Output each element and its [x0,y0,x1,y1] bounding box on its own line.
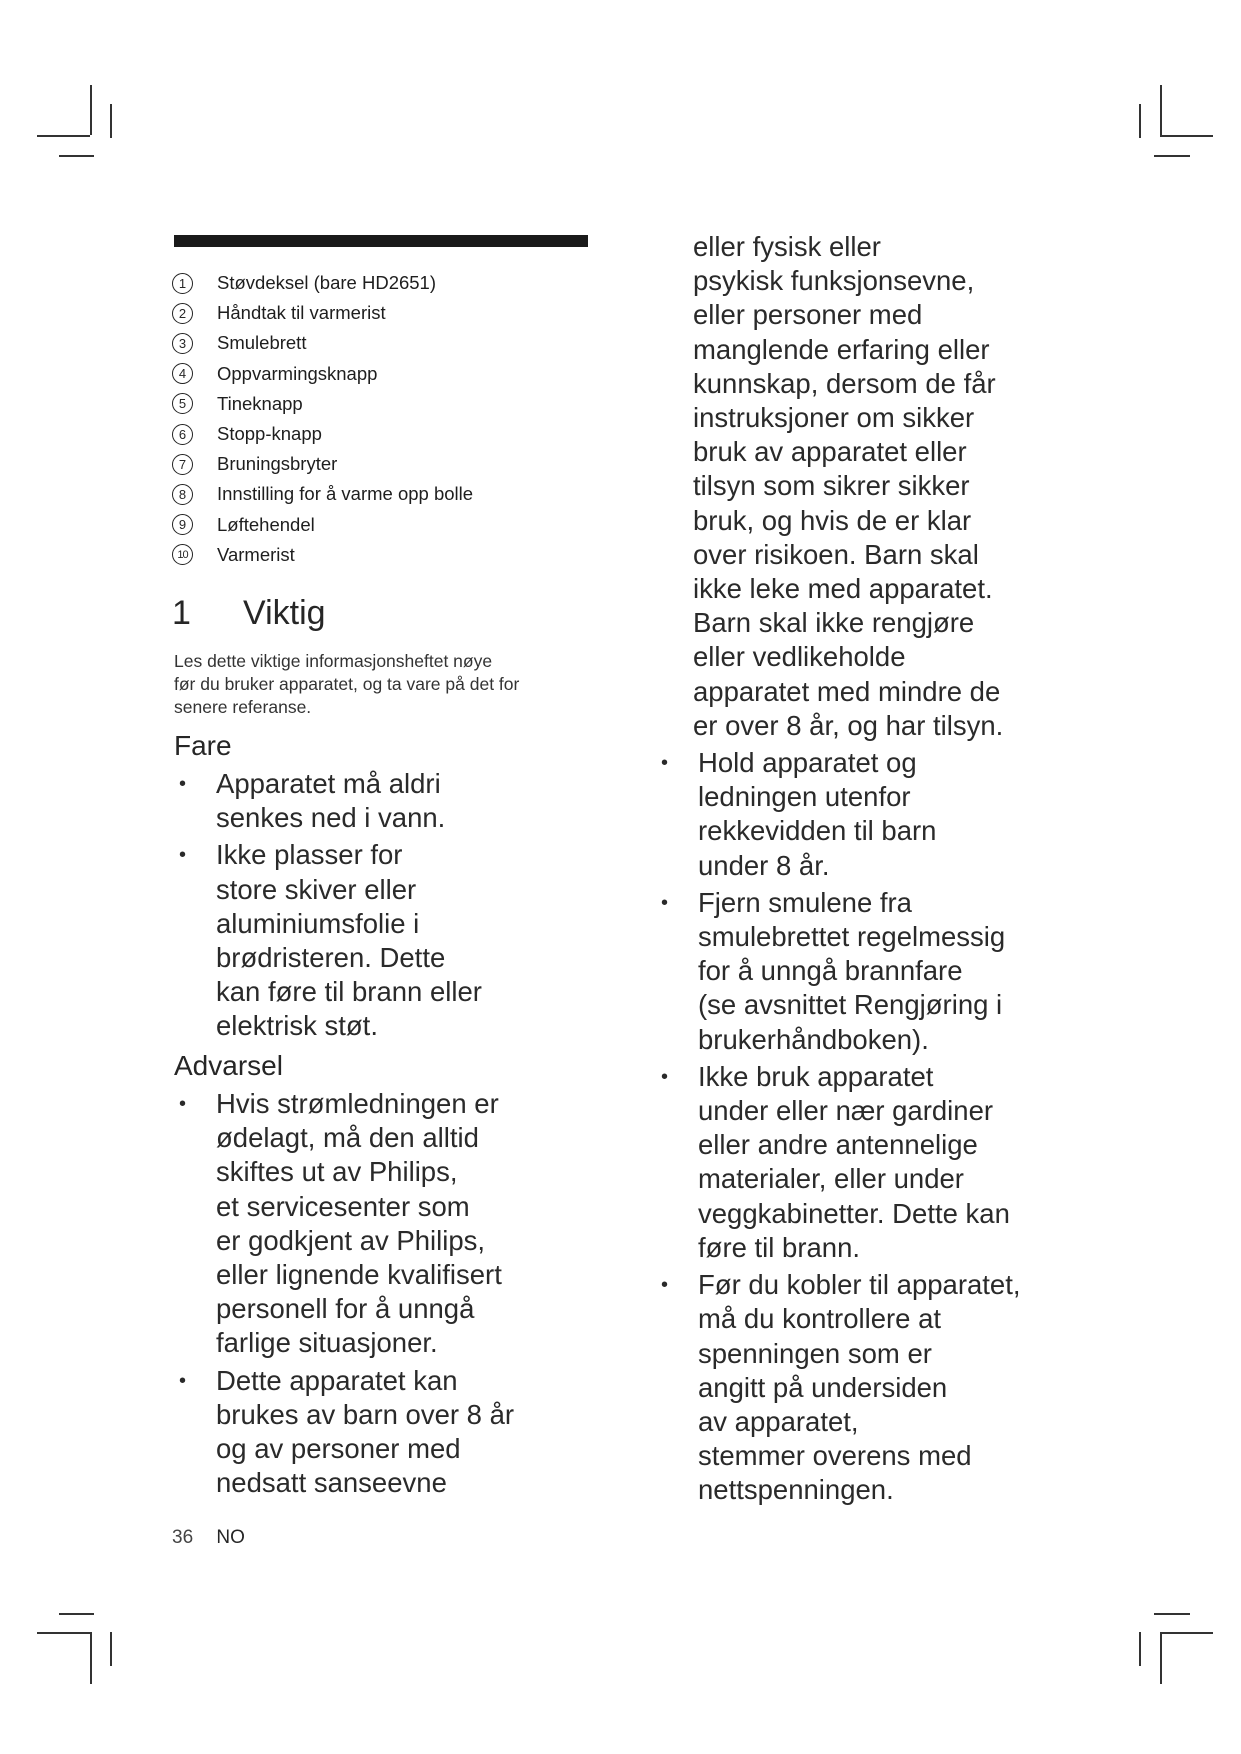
text-line: smulebrettet regelmessig [698,921,1006,953]
heading-fare: Fare [174,730,232,761]
text-line: spenningen som er [698,1337,932,1369]
circled-number-icon: 9 [172,514,193,535]
text-line: rekkevidden til barn [698,815,937,847]
part-label: Smulebrett [217,332,307,354]
crop-mark [37,135,90,137]
text-line: apparatet med mindre de [693,675,1001,707]
text-line: manglende erfaring eller [693,333,990,365]
text-line: er godkjent av Philips, [216,1224,486,1256]
text-line: stemmer overens med [698,1440,972,1472]
text-line: Ikke bruk apparatet [698,1060,934,1092]
bullet-icon: • [661,891,669,914]
parts-list [172,268,474,570]
intro-line: Les dette viktige informasjonsheftet nøye [174,651,493,671]
bullet-icon: • [661,1065,669,1088]
text-line: store skiver eller [216,873,417,905]
text-line: Ikke plasser for [216,839,403,871]
right-column [661,230,1021,1508]
part-label: Innstilling for å varme opp bolle [217,483,474,505]
text-line: Dette apparatet kan [216,1364,458,1396]
circled-number-icon: 5 [172,393,193,414]
part-item [172,389,303,419]
part-item [172,449,338,479]
text-line: brukes av barn over 8 år [216,1398,515,1430]
text-line: brødristeren. Dette [216,942,446,974]
text-line: under 8 år. [698,849,830,881]
fare-list [179,764,482,1044]
bullet-item [179,767,482,835]
section-title: Viktig [243,594,326,632]
text-line: brukerhåndboken). [698,1023,929,1055]
circled-number-icon: 4 [172,363,193,384]
text-line: eller lignende kvalifisert [216,1259,502,1291]
part-label: Varmerist [217,543,295,565]
bullet-item [661,1060,1021,1265]
text-line: føre til brann. [698,1231,861,1263]
circled-number-icon: 3 [172,333,193,354]
section-divider-bar [174,235,588,247]
language-code: NO [216,1527,245,1548]
continued-paragraph [682,230,1021,743]
text-line: Apparatet må aldri [216,768,441,799]
circled-number-icon: 2 [172,303,193,324]
text-line: Barn skal ikke rengjøre [693,607,975,639]
part-label: Tineknapp [217,392,303,414]
part-label: Håndtak til varmerist [217,302,386,324]
part-item [172,540,295,570]
bullet-icon: • [179,773,187,795]
part-item [172,359,378,389]
intro-line: senere referanse. [174,697,312,717]
crop-mark [1160,135,1213,137]
text-line: farlige situasjoner. [216,1327,438,1359]
text-line: må du kontrollere at [698,1303,942,1335]
text-line: bruk, og hvis de er klar [693,504,972,536]
text-line: kunnskap, dersom de får [693,367,996,399]
part-item [172,419,322,449]
part-label: Oppvarmingsknapp [217,362,378,384]
circled-number-icon: 8 [172,484,193,505]
text-line: eller vedlikeholde [693,641,906,673]
text-line: Hold apparatet og [698,747,917,779]
circled-number-icon: 7 [172,454,193,475]
text-line: et servicesenter som [216,1190,470,1222]
text-line: ledningen utenfor [698,781,911,813]
crop-mark [1160,85,1162,135]
text-line: materialer, eller under [698,1163,964,1195]
bullet-icon: • [179,1369,187,1392]
intro-paragraph [174,650,519,719]
bullet-item [179,838,482,1043]
text-line: psykisk funksjonsevne, [693,265,975,297]
text-line: Fjern smulene fra [698,886,912,918]
bullet-item [179,1364,515,1501]
crop-mark [90,85,92,135]
part-item [172,298,386,328]
text-line: veggkabinetter. Dette kan [698,1197,1010,1229]
text-line: skiftes ut av Philips, [216,1156,458,1188]
part-label: Bruningsbryter [217,453,338,475]
heading-advarsel: Advarsel [174,1050,283,1081]
text-line: eller personer med [693,299,923,331]
crop-mark [1160,1632,1213,1634]
text-line: angitt på undersiden [698,1371,948,1403]
crop-mark [59,155,94,157]
part-item [172,268,437,298]
bullet-icon: • [179,844,187,867]
text-line: ødelagt, må den alltid [216,1122,479,1154]
bullet-item [661,1268,1021,1507]
text-line: (se avsnittet Rengjøring i [698,989,1003,1021]
part-item [172,328,307,358]
advarsel-list [179,1084,515,1500]
text-line: over risikoen. Barn skal [693,538,979,570]
text-line: for å unngå brannfare [698,955,963,987]
crop-mark [59,1613,94,1615]
crop-mark [1154,1613,1190,1615]
text-line: nettspenningen. [698,1474,894,1506]
circled-number-icon: 1 [172,273,193,294]
text-line: aluminiumsfolie i [216,907,420,939]
bullet-icon: • [179,1093,187,1115]
circled-number-icon: 10 [172,544,193,565]
text-line: og av personer med [216,1433,461,1465]
text-line: er over 8 år, og har tilsyn. [693,709,1004,741]
text-line: personell for å unngå [216,1293,475,1325]
part-item [172,479,474,509]
text-line: ikke leke med apparatet. [693,573,993,605]
text-line: kan føre til brann eller [216,976,482,1008]
part-item [172,510,315,540]
crop-mark [1160,1632,1162,1684]
text-line: tilsyn som sikrer sikker [693,470,970,502]
text-line: av apparatet, [698,1405,859,1437]
text-line: eller fysisk eller [693,231,881,262]
part-label: Stopp-knapp [217,423,322,445]
crop-mark [1139,1632,1141,1666]
text-line: under eller nær gardiner [698,1095,994,1127]
circled-number-icon: 6 [172,424,193,445]
text-line: elektrisk støt. [216,1010,378,1042]
text-line: instruksjoner om sikker [693,402,975,434]
right-bullets [661,746,1021,1507]
section-number: 1 [172,594,191,632]
intro-line: før du bruker apparatet, og ta vare på det for [174,674,520,694]
part-label: Løftehendel [217,513,315,535]
bullet-item [661,886,1021,1057]
crop-mark [1139,104,1141,138]
page-number: 36 [172,1527,194,1548]
page-footer [172,1527,245,1549]
text-line: senkes ned i vann. [216,802,446,834]
crop-mark [110,1632,112,1666]
text-line: eller andre antennelige [698,1129,978,1161]
text-line: Før du kobler til apparatet, [698,1269,1021,1301]
part-label: Støvdeksel (bare HD2651) [217,272,437,294]
text-line: Hvis strømledningen er [216,1088,499,1119]
crop-mark [1154,155,1190,157]
bullet-icon: • [661,752,669,775]
bullet-icon: • [661,1274,669,1297]
text-line: nedsatt sanseevne [216,1467,447,1499]
crop-mark [90,1632,92,1684]
bullet-item [661,746,1021,883]
text-line: bruk av apparatet eller [693,436,967,468]
bullet-item [179,1087,514,1361]
crop-mark [110,104,112,138]
crop-mark [37,1632,90,1634]
